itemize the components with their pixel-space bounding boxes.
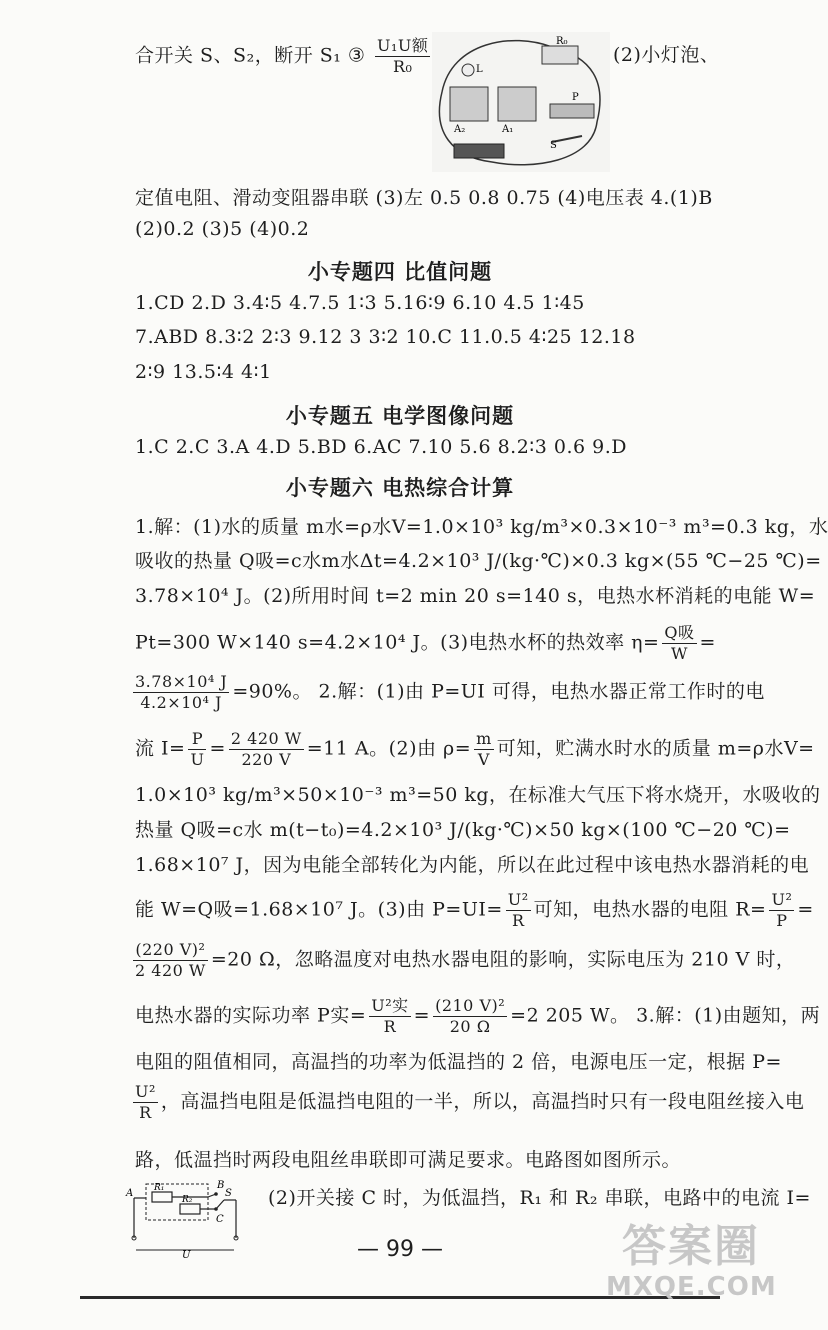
- denominator: R: [139, 1103, 152, 1122]
- u-label: U: [182, 1250, 191, 1261]
- numerator: U₁U额: [376, 36, 429, 55]
- fraction: [662, 623, 696, 664]
- section-title: 小专题六 电热综合计算: [285, 476, 515, 500]
- numerator: 2 420 W: [230, 729, 302, 748]
- fraction: [433, 996, 507, 1037]
- numerator: U²: [771, 890, 793, 909]
- denominator: R: [511, 911, 525, 930]
- numerator: (220 V)²: [133, 940, 208, 961]
- answer-line: 3.78×10⁴ J。(2)所用时间 t=2 min 20 s=140 s，电热水杯消耗的电能 W=: [135, 585, 816, 607]
- denominator: U: [190, 750, 205, 769]
- circuit-photo: [432, 32, 610, 172]
- b-label: B: [217, 1180, 225, 1191]
- numerator: P: [188, 729, 206, 750]
- answer-line: 能 W=Q吸=1.68×10⁷ J。(3)由 P=UI= $\frac{\text{U²}}{R}$ 可知，电热水器的电阻 R= $\frac{\text{U²}}{P}$ =: [135, 890, 814, 930]
- numerator: 3.78×10⁴ J: [135, 672, 228, 691]
- page-number: — 99 —: [357, 1237, 443, 1262]
- fraction: [769, 890, 794, 931]
- a2-label: A₂: [454, 124, 466, 135]
- s-label: S: [225, 1188, 232, 1199]
- answer-line: 1.0×10³ kg/m³×50×10⁻³ m³=50 kg，在标准大气压下将水烧开，水吸收的: [135, 784, 821, 806]
- numerator: U²: [507, 890, 529, 909]
- answer-line: (2)开关接 C 时，为低温挡，R₁ 和 R₂ 串联，电路中的电流 I=: [268, 1187, 811, 1209]
- answer-line: 电阻的阻值相同，高温挡的功率为低温挡的 2 倍，电源电压一定，根据 P=: [135, 1051, 782, 1073]
- r2-label: R₂: [182, 1195, 193, 1205]
- answer-text: Pt=300 W×140 s=4.2×10⁴ J。(3)电热水杯的热效率 η=: [135, 631, 660, 654]
- answer-line: 7.ABD 8.3∶2 2∶3 9.12 3 3∶2 10.C 11.0.5 4∶25 12.18: [135, 326, 636, 348]
- numerator: U²: [135, 1082, 156, 1101]
- denominator: 4.2×10⁴ J: [140, 693, 222, 712]
- answer-line: 定值电阻、滑动变阻器串联 (3)左 0.5 0.8 0.75 (4)电压表 4.(1)B: [135, 187, 713, 209]
- r0-label: R₀: [556, 36, 568, 47]
- watermark: [606, 1222, 776, 1302]
- section-title: 小专题四 比值问题: [307, 260, 493, 284]
- denominator: 2 420 W: [135, 961, 206, 980]
- denominator: R: [383, 1017, 397, 1036]
- r1-label: R₁: [154, 1183, 165, 1193]
- answer-line: 路，低温挡时两段电阻丝串联即可满足要求。电路图如图所示。: [135, 1149, 682, 1171]
- answer-line: 2∶9 13.5∶4 4∶1: [135, 361, 272, 383]
- denominator: V: [477, 750, 490, 769]
- answer-line: [130, 940, 795, 981]
- answer-line: Pt=300 W×140 s=4.2×10⁴ J。(3)电热水杯的热效率 η= $\frac{\text{Q吸}}{W}$ =: [135, 623, 716, 663]
- a1-label: A₁: [502, 124, 514, 135]
- numerator: m: [476, 729, 492, 748]
- answer-line: 1.68×10⁷ J，因为电能全部转化为内能，所以在此过程中该电热水器消耗的电: [135, 854, 810, 876]
- answer-text: =11 A。(2)由 ρ=: [306, 737, 472, 760]
- p-label: P: [572, 92, 579, 103]
- answer-text: 可知，贮满水时水的质量 m=ρ水V=: [496, 737, 815, 760]
- watermark-text: 答案圈: [622, 1221, 760, 1272]
- answer-line: 1.CD 2.D 3.4∶5 4.7.5 1∶3 5.16∶9 6.10 4.5 1∶45: [135, 292, 585, 314]
- answer-line: 热量 Q吸=c水 m(t−t₀)=4.2×10³ J/(kg·℃)×50 kg×(100 ℃−20 ℃)=: [135, 819, 791, 841]
- answer-line: 吸收的热量 Q吸=c水m水Δt=4.2×10³ J/(kg·℃)×0.3 kg×(55 ℃−25 ℃)=: [135, 550, 822, 572]
- answer-text: 能 W=Q吸=1.68×10⁷ J。(3)由 P=UI=: [135, 898, 503, 921]
- answer-line: [130, 672, 765, 713]
- answer-text: =2 205 W。 3.解：(1)由题知，两: [510, 1004, 821, 1027]
- s-label: S: [550, 140, 557, 151]
- answer-text: 可知，电热水器的电阻 R=: [533, 898, 767, 921]
- numerator: (210 V)²: [435, 996, 506, 1015]
- l-label: L: [476, 64, 483, 75]
- answer-line: 电热水器的实际功率 P实= $\frac{\text{U²实}}{R}$ = $\frac{\text{(210 V)²}}{20 \Omega}$ =2 205 W。 3.解：(1)由题知，两: [135, 996, 821, 1036]
- fraction: [188, 729, 206, 770]
- fraction: [369, 996, 410, 1037]
- numerator: U²实: [371, 996, 409, 1015]
- numerator: Q吸: [664, 623, 695, 642]
- answer-text: 合开关 S、S₂，断开 S₁ ③: [135, 44, 366, 67]
- watermark-url: MXQE.COM: [606, 1272, 777, 1302]
- answer-text: =20 Ω，忽略温度对电热水器电阻的影响，实际电压为 210 V 时，: [210, 948, 796, 971]
- fraction: [474, 729, 494, 770]
- denominator: R₀: [392, 57, 413, 76]
- c-label: C: [216, 1214, 224, 1225]
- answer-line: [130, 1082, 804, 1123]
- fraction: [506, 890, 531, 931]
- answer-line: 流 I= $\frac{P}{U}$ = $\frac{2 420 W}{220 V}$ =11 A。(2)由 ρ= $\frac{m}{V}$ 可知，贮满水时水的质量 m=ρ水V=: [135, 729, 815, 769]
- a-label: A: [126, 1188, 134, 1199]
- fraction: [375, 36, 430, 77]
- fraction: [133, 672, 229, 713]
- section-title: 小专题五 电学图像问题: [285, 404, 515, 428]
- answer-text: 流 I=: [135, 737, 186, 760]
- denominator: 20 Ω: [449, 1017, 491, 1036]
- answer-text: ，高温挡电阻是低温挡电阻的一半，所以，高温挡时只有一段电阻丝接入电: [160, 1090, 805, 1113]
- fraction: [133, 1082, 158, 1123]
- answer-text: 电热水器的实际功率 P实=: [135, 1004, 367, 1027]
- answer-line: (2)0.2 (3)5 (4)0.2: [135, 218, 310, 240]
- answer-line: 1.C 2.C 3.A 4.D 5.BD 6.AC 7.10 5.6 8.2∶3 0.6 9.D: [135, 436, 627, 458]
- answer-text: (2)小灯泡、: [613, 44, 720, 66]
- fraction: [229, 729, 304, 770]
- answer-text: =90%。 2.解：(1)由 P=UI 可得，电热水器正常工作时的电: [232, 680, 765, 703]
- denominator: 220 V: [241, 750, 292, 769]
- fraction: [133, 940, 208, 981]
- denominator: P: [776, 911, 788, 930]
- answer-line: 1.解：(1)水的质量 m水=ρ水V=1.0×10³ kg/m³×0.3×10⁻³ m³=0.3 kg，水: [135, 516, 828, 538]
- denominator: W: [671, 644, 688, 663]
